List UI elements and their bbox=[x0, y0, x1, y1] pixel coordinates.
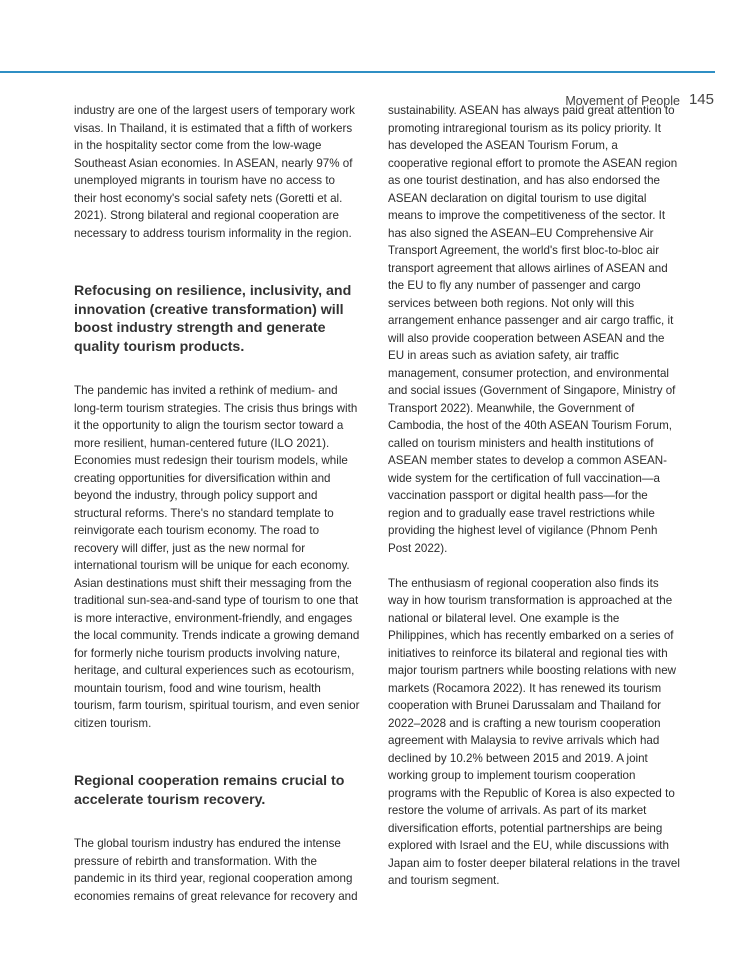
spacer bbox=[74, 732, 360, 772]
left-column bbox=[74, 102, 360, 905]
paragraph: industry are one of the largest users of temporary work visas. In Thailand, it is estimated that a fifth of workers in the hospitality sector come from the low-wage Southeast Asian economies. In ASEAN, nearly 97% of unemployed migrants in tourism have no access to their host economy's social safety nets (Goretti et al. 2021). Strong bilateral and regional cooperation are necessary to address tourism informality in the region. bbox=[74, 104, 355, 240]
header-rule bbox=[0, 71, 715, 73]
paragraph: The global tourism industry has endured the intense pressure of rebirth and transformation. With the pandemic in its third year, regional cooperation among economies remains of great relevance for recovery and bbox=[74, 837, 358, 903]
paragraph: The pandemic has invited a rethink of medium- and long-term tourism strategies. The crisis thus brings with it the opportunity to align the tourism sector toward a more resilient, human-centered future (ILO 2021). Economies must redesign their tourism models, while creating opportunities for diversification within and beyond the industry, through policy support and structural reforms. There's no standard template to reinvigorate each tourism economy. The road to recovery will differ, just as the new normal for international tourism will be unique for each economy. Asian destinations must shift their messaging from the traditional sun-sea-and-sand type of tourism to one that is more interactive, environment-friendly, and engages the local community. Trends indicate a growing demand for formerly niche tourism products involving nature, heritage, and cultural experiences such as ecotourism, mountain tourism, food and wine tourism, health tourism, farm tourism, spiritual tourism, and even senior citizen tourism. bbox=[74, 384, 360, 730]
running-title: Movement of People bbox=[565, 94, 680, 108]
spacer bbox=[74, 242, 360, 282]
section-heading: Refocusing on resilience, inclusivity, and innovation (creative transformation) will boost industry strength and generate quality tourism products. bbox=[74, 283, 352, 355]
section-heading: Regional cooperation remains crucial to accelerate tourism recovery. bbox=[74, 773, 345, 808]
paragraph: The enthusiasm of regional cooperation also finds its way in how tourism transformation is approached at the national or bilateral level. One example is the Philippines, which has recently embarked on a series of initiatives to reinforce its bilateral and regional ties with major tourism partners while boosting relations with new markets (Rocamora 2022). It has renewed its tourism cooperation with Brunei Darussalam and Thailand for 2022–2028 and is crafting a new tourism cooperation agreement with Malaysia to revive arrivals which had declined by 10.2% between 2015 and 2019. A joint working group to implement tourism cooperation programs with the Republic of Korea is also expected to restore the volume of arrivals. As part of its market diversification efforts, potential partnerships are being explored with Israel and the EU, while discussions with Japan aim to foster deeper bilateral relations in the travel and tourism segment. bbox=[388, 576, 680, 887]
spacer bbox=[74, 356, 360, 382]
spacer bbox=[388, 557, 680, 575]
spacer bbox=[74, 809, 360, 835]
page-header bbox=[0, 44, 750, 108]
right-column bbox=[388, 102, 680, 890]
paragraph: sustainability. ASEAN has always paid great attention to promoting intraregional tourism as its policy priority. It has developed the ASEAN Tourism Forum, a cooperative regional effort to promote the ASEAN region as one tourist destination, and has also endorsed the ASEAN declaration on digital tourism to use digital means to improve the competitiveness of the sector. It has also signed the ASEAN–EU Comprehensive Air Transport Agreement, the world's first bloc-to-bloc air transport agreement that allows airlines of ASEAN and the EU to fly any number of passenger and cargo services between both regions. Not only will this arrangement enhance passenger and air cargo traffic, it will also provide cooperation between ASEAN and the EU in areas such as aviation safety, air traffic management, consumer protection, and environmental and social issues (Government of Singapore, Ministry of Transport 2022). Meanwhile, the Government of Cambodia, the host of the 40th ASEAN Tourism Forum, called on tourism ministers and health institutions of ASEAN member states to develop a common ASEAN-wide system for the certification of full vaccination—a vaccination passport or digital health pass—for the region and to gradually ease travel restrictions while providing the highest level of vigilance (Phnom Penh Post 2022). bbox=[388, 104, 678, 555]
page-number: 145 bbox=[688, 91, 714, 108]
